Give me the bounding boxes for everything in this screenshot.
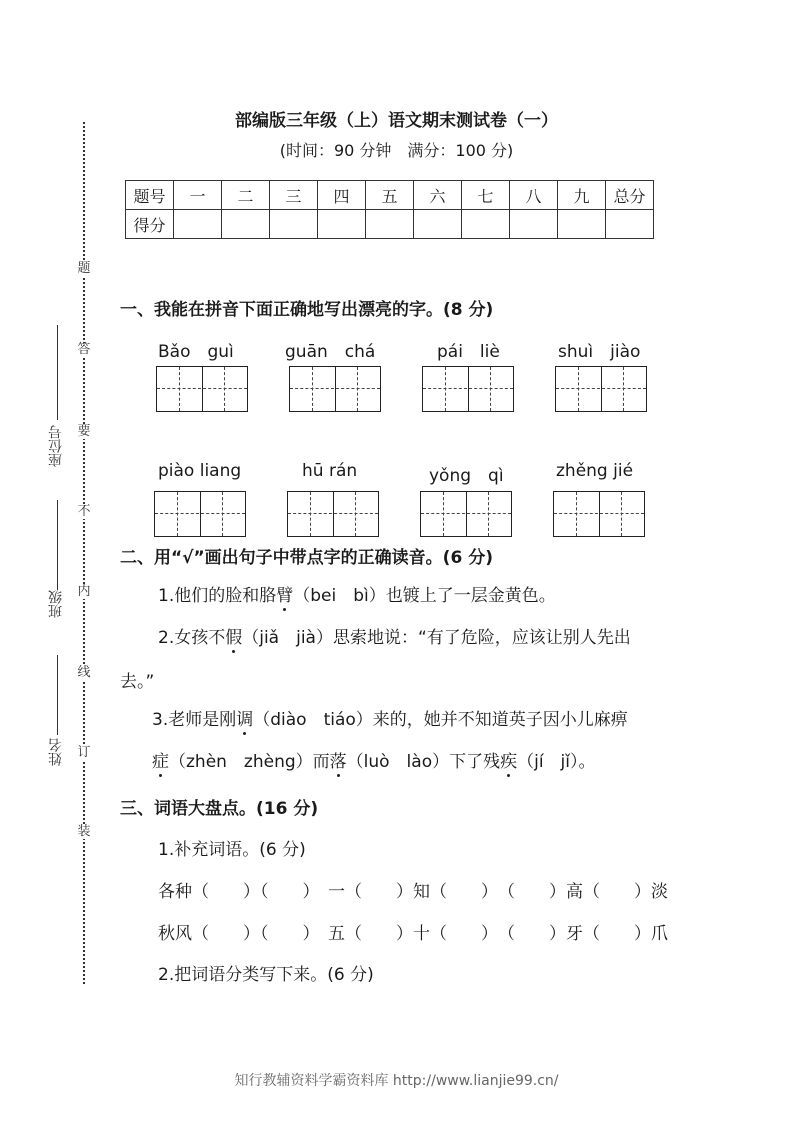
writing-grid[interactable] — [420, 491, 512, 537]
pinyin-label: pái liè — [437, 342, 500, 362]
score-input-cell[interactable] — [510, 210, 558, 239]
table-cell: 八 — [510, 181, 558, 210]
class-label: 班级 — [48, 590, 64, 618]
seal-char: 装 — [77, 824, 91, 839]
text: （diào tiáo）来的，她并不知道英子因小儿麻痹 — [253, 710, 628, 730]
pinyin-label: Bǎo guì — [158, 342, 234, 362]
dotted-char: 调 — [236, 705, 253, 730]
table-cell: 二 — [222, 181, 270, 210]
writing-grid[interactable] — [555, 366, 647, 412]
seal-char: 线 — [77, 665, 91, 680]
score-input-cell[interactable] — [606, 210, 654, 239]
question-line — [152, 705, 628, 730]
text: 1.他们的脸和胳 — [158, 586, 277, 606]
seal-char: 题 — [77, 261, 91, 276]
score-input-cell[interactable] — [222, 210, 270, 239]
score-input-cell[interactable] — [558, 210, 606, 239]
question-line — [158, 623, 631, 648]
table-cell: 一 — [174, 181, 222, 210]
pinyin-label: zhěng jié — [556, 461, 634, 481]
section-heading: 二、用“√”画出句子中带点字的正确读音。(6 分) — [120, 548, 493, 568]
writing-grid[interactable] — [287, 491, 379, 537]
table-row — [126, 210, 654, 239]
fill-blank-line[interactable]: 各种（ ）（ ） 一（ ）知（ ） （ ）高（ ）淡 — [158, 882, 668, 902]
table-cell: 九 — [558, 181, 606, 210]
text: 3.老师是刚 — [152, 710, 237, 730]
name-label: 姓名 — [48, 738, 64, 766]
score-input-cell[interactable] — [174, 210, 222, 239]
table-cell: 得分 — [126, 210, 174, 239]
seat-number-label: 座位号 — [48, 425, 64, 467]
score-input-cell[interactable] — [318, 210, 366, 239]
pinyin-label: yǒng qì — [429, 466, 504, 486]
dotted-char: 落 — [330, 747, 347, 772]
score-input-cell[interactable] — [462, 210, 510, 239]
text: （luò lào）下了残 — [346, 752, 501, 772]
section-heading: 三、词语大盘点。(16 分) — [120, 799, 319, 819]
dotted-char: 假 — [225, 623, 242, 648]
seal-char: 要 — [77, 424, 91, 439]
name-line — [57, 655, 58, 735]
dotted-char: 症 — [152, 747, 169, 772]
table-row — [126, 181, 654, 210]
table-cell: 七 — [462, 181, 510, 210]
table-cell: 总分 — [606, 181, 654, 210]
text: （jiǎ jià）思索地说：“有了危险，应该让别人先出 — [242, 628, 631, 648]
pinyin-label: guān chá — [285, 342, 376, 362]
dotted-char: 臂 — [276, 581, 293, 606]
binding-dotted-line — [83, 122, 85, 984]
question-line-continued: 去。” — [120, 672, 155, 692]
table-cell: 五 — [366, 181, 414, 210]
dotted-char: 疾 — [500, 747, 517, 772]
pinyin-label: shuì jiào — [558, 342, 641, 362]
footer-watermark: 知行教辅资料学霸资料库 http://www.lianjie99.cn/ — [234, 1073, 559, 1089]
writing-grid[interactable] — [553, 491, 645, 537]
sub-question: 1.补充词语。(6 分) — [158, 840, 306, 860]
writing-grid[interactable] — [289, 366, 381, 412]
class-line — [57, 500, 58, 590]
table-cell: 三 — [270, 181, 318, 210]
section-heading: 一、我能在拼音下面正确地写出漂亮的字。(8 分) — [120, 300, 494, 320]
seal-char: 答 — [77, 342, 91, 357]
table-cell: 题号 — [126, 181, 174, 210]
table-cell: 四 — [318, 181, 366, 210]
seal-char: 内 — [77, 584, 91, 599]
text: （zhèn zhèng）而 — [169, 752, 330, 772]
sub-question: 2.把词语分类写下来。(6 分) — [158, 965, 374, 985]
text: 2.女孩不 — [158, 628, 226, 648]
text: （jí jǐ）。 — [517, 752, 596, 772]
page-title: 部编版三年级（上）语文期末测试卷（一） — [235, 111, 558, 131]
writing-grid[interactable] — [154, 491, 246, 537]
question-line — [158, 581, 556, 606]
writing-grid[interactable] — [156, 366, 248, 412]
writing-grid[interactable] — [422, 366, 514, 412]
table-cell: 六 — [414, 181, 462, 210]
seal-char: 不 — [77, 504, 91, 519]
fill-blank-line[interactable]: 秋风（ ）（ ） 五（ ）十（ ） （ ）牙（ ）爪 — [158, 924, 668, 944]
score-input-cell[interactable] — [414, 210, 462, 239]
seat-number-line — [57, 325, 58, 420]
seal-char: 订 — [77, 745, 91, 760]
question-line — [152, 747, 596, 772]
score-input-cell[interactable] — [366, 210, 414, 239]
score-table — [125, 180, 654, 239]
score-input-cell[interactable] — [270, 210, 318, 239]
exam-info: (时间：90 分钟 满分：100 分) — [279, 141, 514, 160]
pinyin-label: hū rán — [302, 461, 358, 481]
text: （bei bì）也镀上了一层金黄色。 — [293, 586, 556, 606]
pinyin-label: piào liang — [158, 461, 242, 481]
